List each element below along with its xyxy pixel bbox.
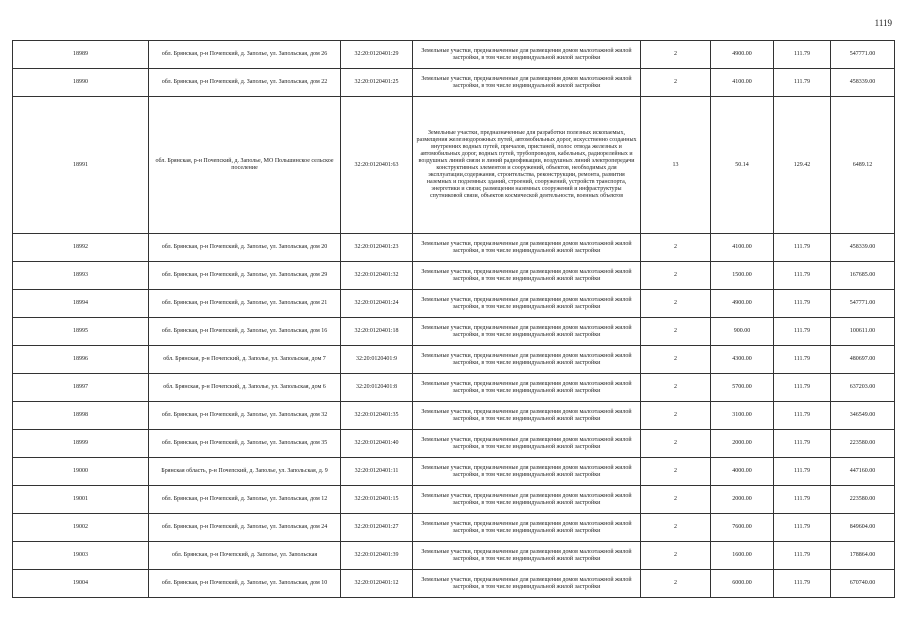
table-row xyxy=(13,570,895,598)
address-cell: обл. Брянская, р-н Почепский, д. Заполье, ул. Запольская, дом 10 xyxy=(149,570,341,598)
cadastral-value: 178864.00 xyxy=(831,542,895,570)
land-purpose: Земельные участки, предназначенные для размещения домов малоэтажной жилой застройки, в том числе индивидуальной жилой застройки xyxy=(413,486,641,514)
land-purpose: Земельные участки, предназначенные для размещения домов малоэтажной жилой застройки, в том числе индивидуальной жилой застройки xyxy=(413,430,641,458)
row-id: 18998 xyxy=(13,402,149,430)
area-value: 4000.00 xyxy=(711,458,774,486)
row-id: 18995 xyxy=(13,318,149,346)
cadastral-value: 849604.00 xyxy=(831,514,895,542)
land-purpose: Земельные участки, предназначенные для размещения домов малоэтажной жилой застройки, в том числе индивидуальной жилой застройки xyxy=(413,262,641,290)
area-value: 3100.00 xyxy=(711,402,774,430)
specific-value: 111.79 xyxy=(774,430,831,458)
address-cell: обл. Брянская, р-н Почепский, д. Заполье, ул. Запольская, дом 26 xyxy=(149,41,341,69)
land-purpose: Земельные участки, предназначенные для размещения домов малоэтажной жилой застройки, в том числе индивидуальной жилой застройки xyxy=(413,41,641,69)
area-value: 6000.00 xyxy=(711,570,774,598)
cadastral-number: 32:20:0120401:12 xyxy=(341,570,413,598)
table-row xyxy=(13,542,895,570)
specific-value: 111.79 xyxy=(774,374,831,402)
table-row xyxy=(13,262,895,290)
area-value: 1600.00 xyxy=(711,542,774,570)
land-purpose: Земельные участки, предназначенные для размещения домов малоэтажной жилой застройки, в том числе индивидуальной жилой застройки xyxy=(413,346,641,374)
category-code: 2 xyxy=(641,486,711,514)
specific-value: 111.79 xyxy=(774,41,831,69)
cadastral-value: 346549.00 xyxy=(831,402,895,430)
specific-value: 111.79 xyxy=(774,486,831,514)
land-purpose: Земельные участки, предназначенные для размещения домов малоэтажной жилой застройки, в том числе индивидуальной жилой застройки xyxy=(413,318,641,346)
cadastral-registry-table xyxy=(12,40,895,598)
land-purpose: Земельные участки, предназначенные для размещения домов малоэтажной жилой застройки, в том числе индивидуальной жилой застройки xyxy=(413,514,641,542)
cadastral-number: 32:20:0120401:11 xyxy=(341,458,413,486)
address-cell: обл. Брянская, р-н Почепский, д. Заполье, ул. Запольская, дом 6 xyxy=(149,374,341,402)
specific-value: 111.79 xyxy=(774,69,831,97)
category-code: 2 xyxy=(641,346,711,374)
address-cell: обл. Брянская, р-н Почепский, д. Заполье, МО Польшинское сельское поселение xyxy=(149,97,341,234)
land-purpose: Земельные участки, предназначенные для размещения домов малоэтажной жилой застройки, в том числе индивидуальной жилой застройки xyxy=(413,374,641,402)
row-id: 18991 xyxy=(13,97,149,234)
specific-value: 111.79 xyxy=(774,570,831,598)
table-row xyxy=(13,97,895,234)
cadastral-value: 447160.00 xyxy=(831,458,895,486)
row-id: 19003 xyxy=(13,542,149,570)
address-cell: обл. Брянская, р-н Почепский, д. Заполье, ул. Запольская, дом 35 xyxy=(149,430,341,458)
row-id: 18999 xyxy=(13,430,149,458)
land-purpose: Земельные участки, предназначенные для размещения домов малоэтажной жилой застройки, в том числе индивидуальной жилой застройки xyxy=(413,234,641,262)
land-purpose: Земельные участки, предназначенные для размещения домов малоэтажной жилой застройки, в том числе индивидуальной жилой застройки xyxy=(413,290,641,318)
table-row xyxy=(13,346,895,374)
table-row xyxy=(13,41,895,69)
cadastral-number: 32:20:0120401:23 xyxy=(341,234,413,262)
address-cell: Брянская область, р-н Почепский, д. Заполье, ул. Запольская, д. 9 xyxy=(149,458,341,486)
category-code: 2 xyxy=(641,41,711,69)
cadastral-value: 223580.00 xyxy=(831,486,895,514)
row-id: 18990 xyxy=(13,69,149,97)
category-code: 2 xyxy=(641,234,711,262)
category-code: 2 xyxy=(641,262,711,290)
area-value: 1500.00 xyxy=(711,262,774,290)
category-code: 2 xyxy=(641,69,711,97)
area-value: 50.14 xyxy=(711,97,774,234)
category-code: 2 xyxy=(641,570,711,598)
land-purpose: Земельные участки, предназначенные для размещения домов малоэтажной жилой застройки, в том числе индивидуальной жилой застройки xyxy=(413,570,641,598)
table-row xyxy=(13,290,895,318)
row-id: 19001 xyxy=(13,486,149,514)
cadastral-value: 6489.12 xyxy=(831,97,895,234)
cadastral-value: 458339.00 xyxy=(831,234,895,262)
specific-value: 129.42 xyxy=(774,97,831,234)
cadastral-number: 32:20:0120401:35 xyxy=(341,402,413,430)
cadastral-value: 100611.00 xyxy=(831,318,895,346)
cadastral-number: 32:20:0120401:24 xyxy=(341,290,413,318)
area-value: 4900.00 xyxy=(711,41,774,69)
cadastral-value: 480697.00 xyxy=(831,346,895,374)
address-cell: обл. Брянская, р-н Почепский, д. Заполье, ул. Запольская, дом 22 xyxy=(149,69,341,97)
row-id: 18994 xyxy=(13,290,149,318)
table-row xyxy=(13,458,895,486)
cadastral-number: 32:20:0120401:63 xyxy=(341,97,413,234)
row-id: 18996 xyxy=(13,346,149,374)
row-id: 19002 xyxy=(13,514,149,542)
cadastral-value: 223580.00 xyxy=(831,430,895,458)
cadastral-number: 32:20:0120401:18 xyxy=(341,318,413,346)
category-code: 2 xyxy=(641,430,711,458)
category-code: 2 xyxy=(641,318,711,346)
specific-value: 111.79 xyxy=(774,262,831,290)
category-code: 2 xyxy=(641,290,711,318)
specific-value: 111.79 xyxy=(774,234,831,262)
table-row xyxy=(13,69,895,97)
cadastral-value: 547771.00 xyxy=(831,41,895,69)
cadastral-number: 32:20:0120401:27 xyxy=(341,514,413,542)
area-value: 4100.00 xyxy=(711,69,774,97)
cadastral-number: 32:20:0120401:29 xyxy=(341,41,413,69)
cadastral-number: 32:20:0120401:8 xyxy=(341,374,413,402)
address-cell: обл. Брянская, р-н Почепский, д. Заполье, ул. Запольская, дом 12 xyxy=(149,486,341,514)
row-id: 18989 xyxy=(13,41,149,69)
cadastral-number: 32:20:0120401:25 xyxy=(341,69,413,97)
specific-value: 111.79 xyxy=(774,290,831,318)
row-id: 19000 xyxy=(13,458,149,486)
area-value: 4300.00 xyxy=(711,346,774,374)
address-cell: обл. Брянская, р-н Почепский, д. Заполье, ул. Запольская, дом 29 xyxy=(149,262,341,290)
area-value: 4100.00 xyxy=(711,234,774,262)
land-purpose: Земельные участки, предназначенные для размещения домов малоэтажной жилой застройки, в том числе индивидуальной жилой застройки xyxy=(413,402,641,430)
address-cell: обл. Брянская, р-н Почепский, д. Заполье, ул. Запольская, дом 21 xyxy=(149,290,341,318)
area-value: 900.00 xyxy=(711,318,774,346)
table-row xyxy=(13,514,895,542)
table-row xyxy=(13,430,895,458)
address-cell: обл. Брянская, р-н Почепский, д. Заполье, ул. Запольская, дом 7 xyxy=(149,346,341,374)
category-code: 2 xyxy=(641,402,711,430)
row-id: 19004 xyxy=(13,570,149,598)
land-purpose: Земельные участки, предназначенные для размещения домов малоэтажной жилой застройки, в том числе индивидуальной жилой застройки xyxy=(413,458,641,486)
cadastral-number: 32:20:0120401:39 xyxy=(341,542,413,570)
category-code: 2 xyxy=(641,458,711,486)
category-code: 2 xyxy=(641,514,711,542)
specific-value: 111.79 xyxy=(774,542,831,570)
table-row xyxy=(13,318,895,346)
specific-value: 111.79 xyxy=(774,318,831,346)
land-purpose: Земельные участки, предназначенные для размещения домов малоэтажной жилой застройки, в том числе индивидуальной жилой застройки xyxy=(413,542,641,570)
row-id: 18997 xyxy=(13,374,149,402)
area-value: 2000.00 xyxy=(711,486,774,514)
table-row xyxy=(13,402,895,430)
category-code: 13 xyxy=(641,97,711,234)
row-id: 18992 xyxy=(13,234,149,262)
cadastral-value: 458339.00 xyxy=(831,69,895,97)
area-value: 7600.00 xyxy=(711,514,774,542)
specific-value: 111.79 xyxy=(774,346,831,374)
address-cell: обл. Брянская, р-н Почепский, д. Заполье, ул. Запольская, дом 16 xyxy=(149,318,341,346)
land-purpose: Земельные участки, предназначенные для размещения домов малоэтажной жилой застройки, в том числе индивидуальной жилой застройки xyxy=(413,69,641,97)
address-cell: обл. Брянская, р-н Почепский, д. Заполье, ул. Запольская, дом 20 xyxy=(149,234,341,262)
cadastral-number: 32:20:0120401:15 xyxy=(341,486,413,514)
area-value: 5700.00 xyxy=(711,374,774,402)
category-code: 2 xyxy=(641,542,711,570)
cadastral-number: 32:20:0120401:9 xyxy=(341,346,413,374)
address-cell: обл. Брянская, р-н Почепский, д. Заполье, ул. Запольская, дом 24 xyxy=(149,514,341,542)
cadastral-value: 670740.00 xyxy=(831,570,895,598)
table-body xyxy=(13,41,895,598)
specific-value: 111.79 xyxy=(774,458,831,486)
table-row xyxy=(13,234,895,262)
specific-value: 111.79 xyxy=(774,514,831,542)
land-purpose: Земельные участки, предназначенные для разработки полезных ископаемых, размещения железнодорожных путей, автомобильных дорог, искусственно созданных внутренних водных путей, причалов, пристаней, полос отвода железных и автомобильных дорог, водных путей, трубопроводов, кабельных, радиорелейных и воздушных линий связи и линий радиофикации, воздушных линий электропередачи конструктивных элементов и сооружений, объектов, необходимых для эксплуатации,содержания, строительства, реконструкции, ремонта, развития наземных и подземных зданий, строений, сооружений, устройств транспорта, энергетики и связи; размещения наземных сооружений и инфраструктуры спутниковой связи, объектов космической деятельности, военных объектов xyxy=(413,97,641,234)
table-row xyxy=(13,374,895,402)
specific-value: 111.79 xyxy=(774,402,831,430)
area-value: 4900.00 xyxy=(711,290,774,318)
cadastral-value: 167685.00 xyxy=(831,262,895,290)
address-cell: обл. Брянская, р-н Почепский, д. Заполье, ул. Запольская xyxy=(149,542,341,570)
row-id: 18993 xyxy=(13,262,149,290)
area-value: 2000.00 xyxy=(711,430,774,458)
category-code: 2 xyxy=(641,374,711,402)
table-row xyxy=(13,486,895,514)
page-number: 1119 xyxy=(874,18,892,28)
address-cell: обл. Брянская, р-н Почепский, д. Заполье, ул. Запольская, дом 32 xyxy=(149,402,341,430)
cadastral-number: 32:20:0120401:40 xyxy=(341,430,413,458)
cadastral-number: 32:20:0120401:32 xyxy=(341,262,413,290)
cadastral-value: 547771.00 xyxy=(831,290,895,318)
cadastral-value: 637203.00 xyxy=(831,374,895,402)
